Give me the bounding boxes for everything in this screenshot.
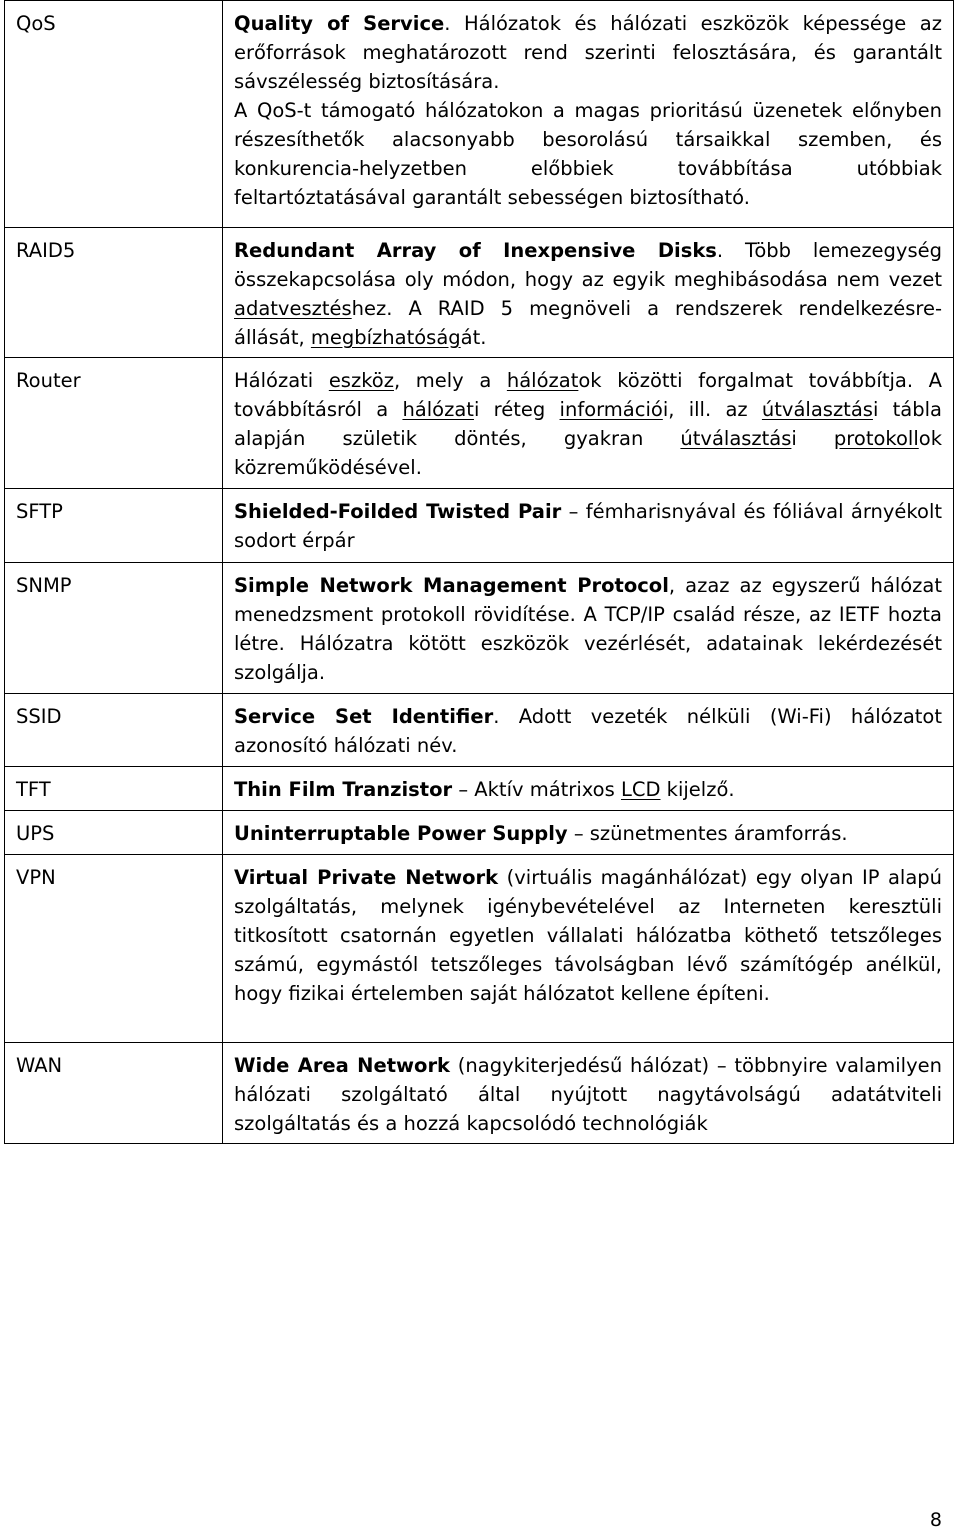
definition-text: i réteg [473, 398, 560, 421]
definition-cell [223, 563, 954, 694]
link-halozat[interactable]: hálózat [506, 369, 579, 392]
definition-text: – szünetmentes áramforrás. [567, 822, 848, 845]
term-cell: WAN [5, 1043, 223, 1144]
term-cell: QoS [5, 1, 223, 228]
definition-term-expansion: Simple Network Management Protocol [234, 574, 669, 597]
table-row [5, 855, 954, 1043]
definition-term-expansion: Quality of Service [234, 12, 445, 35]
table-row [5, 694, 954, 767]
definition-term-expansion: Shielded-Foilded Twisted Pair [234, 500, 562, 523]
term-cell: SFTP [5, 489, 223, 563]
link-informacio[interactable]: információ [559, 398, 663, 421]
definition-cell [223, 767, 954, 811]
table-row [5, 358, 954, 489]
definition-cell [223, 694, 954, 767]
link-utvalasztas[interactable]: útválasztás [761, 398, 873, 421]
link-utvalasztas[interactable]: útválasztás [680, 427, 792, 450]
definition-text: i [791, 427, 834, 450]
link-megbizhatosag[interactable]: megbízhatóság [310, 326, 461, 349]
definition-text: – fémharisnyával és fóliával árnyékolt sodort érpár [234, 500, 943, 552]
definition-term-expansion: Wide Area Network [234, 1054, 451, 1077]
definition-text: hez. A RAID 5 megnöveli a rendszerek rendelkezésre-állását, [234, 297, 942, 349]
term-cell: TFT [5, 767, 223, 811]
definition-text: i, ill. az [662, 398, 762, 421]
definition-text: ok közötti forgalmat továbbítja. A továbbításról a [234, 369, 942, 421]
term-cell: RAID5 [5, 228, 223, 358]
term-cell: UPS [5, 811, 223, 855]
definition-text: (nagykiterjedésű hálózat) – többnyire valamilyen hálózati szolgáltató által nyújtott nagytávolságú adatátviteli szolgáltatás és a hozzá kapcsolódó technológiák [234, 1054, 942, 1135]
table-row [5, 1, 954, 228]
table-row [5, 228, 954, 358]
link-protokoll[interactable]: protokoll [833, 427, 919, 450]
link-adatvesztes[interactable]: adatvesztés [234, 297, 352, 320]
definition-text: , mely a [393, 369, 507, 392]
link-lcd[interactable]: LCD [620, 778, 661, 801]
definition-text: át. [460, 326, 487, 349]
definition-cell [223, 855, 954, 1043]
definition-text: , azaz az egyszerű hálózat menedzsment protokoll rövidítése. A TCP/IP család része, az IETF hozta létre. Hálózatra kötött eszközök vezérlését, adatainak lekérdezését szolgálja. [234, 574, 942, 684]
table-row [5, 811, 954, 855]
table-row [5, 767, 954, 811]
definition-cell [223, 489, 954, 563]
definition-text: i tábla alapján születik döntés, gyakran [234, 398, 942, 450]
definition-text: . Adott vezeték nélküli (Wi-Fi) hálózatot azonosító hálózati név. [234, 705, 942, 757]
table-row [5, 489, 954, 563]
definition-text: . Több lemezegység összekapcsolása oly módon, hogy az egyik meghibásodása nem vezet [234, 239, 943, 291]
page-number: 8 [929, 1509, 942, 1531]
definition-text: . Hálózatok és hálózati eszközök képessége az erőforrások meghatározott rend szerinti felosztására, és garantált sávszélesség biztosítására. [234, 12, 942, 93]
definition-cell [223, 811, 954, 855]
glossary-table [4, 0, 954, 1144]
term-cell: SSID [5, 694, 223, 767]
definition-term-expansion: Redundant Array of Inexpensive Disks [234, 239, 717, 262]
term-cell: SNMP [5, 563, 223, 694]
definition-text: (virtuális magánhálózat) egy olyan IP alapú szolgáltatás, melynek igénybevételével az Interneten keresztüli titkosított csatornán egyetlen vállalati hálózatba köthető tetszőleges számú, egymástól tetszőleges távolságban lévő számítógép anélkül, hogy fizikai értelemben saját hálózatot kellene építeni. [234, 866, 943, 1005]
definition-cell [223, 228, 954, 358]
term-cell: VPN [5, 855, 223, 1043]
definition-term-expansion: Thin Film Tranzistor [234, 778, 453, 801]
definition-term-expansion: Service Set Identifier [234, 705, 494, 728]
table-row [5, 1043, 954, 1144]
link-eszkoz[interactable]: eszköz [328, 369, 394, 392]
definition-cell [223, 1043, 954, 1144]
definition-text: kijelző. [660, 778, 735, 801]
definition-cell [223, 1, 954, 228]
definition-term-expansion: Virtual Private Network [234, 866, 499, 889]
table-row [5, 563, 954, 694]
definition-term-expansion: Uninterruptable Power Supply [234, 822, 568, 845]
definition-cell [223, 358, 954, 489]
term-cell: Router [5, 358, 223, 489]
definition-text: ok közreműködésével. [234, 427, 942, 479]
definition-text: Hálózati [234, 369, 329, 392]
definition-text: – Aktív mátrixos [452, 778, 621, 801]
definition-text: A QoS-t támogató hálózatokon a magas prioritású üzenetek előnyben részesíthetők alacsonyabb besorolású társaikkal szemben, és konkurencia-helyzetben előbbiek továbbítása utóbbiak feltartóztatásával garantált sebességen biztosítható. [234, 99, 942, 209]
link-halozat[interactable]: hálózat [402, 398, 474, 421]
